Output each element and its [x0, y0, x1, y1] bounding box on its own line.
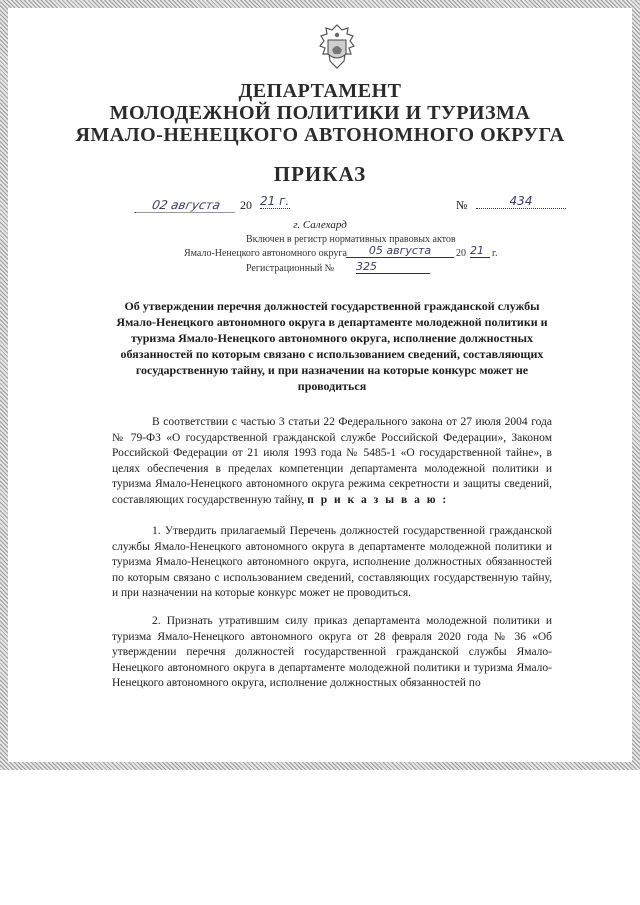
registration-line1: Включен в регистр нормативных правовых актов	[246, 234, 456, 245]
department-title-line3: ЯМАЛО-НЕНЕЦКОГО АВТОНОМНОГО ОКРУГА	[75, 124, 565, 146]
registration-year-suffix: г.	[492, 248, 498, 259]
clause-2-paragraph: 2. Признать утратившим силу приказ департамента молодежной политики и туризма Ямало-Ненецкого автономного округа от 28 февраля 2020 года № 36 «Об утверждении перечня должностей государственной гражданской службы Ямало-Ненецкого автономного округа в департаменте молодежной политики и туризма Ямало-Ненецкого автономного округа, исполнение должностных обязанностей по	[112, 615, 552, 690]
registration-year-prefix: 20	[456, 248, 466, 259]
order-year-handwritten: 21 г.	[260, 194, 290, 208]
order-year-prefix: 20	[240, 198, 252, 212]
registration-year-handwritten: 21	[470, 244, 490, 258]
order-number-label: №	[456, 198, 468, 212]
registration-number-label: Регистрационный №	[246, 263, 335, 274]
coat-of-arms-icon	[318, 24, 356, 70]
clause-1-paragraph: 1. Утвердить прилагаемый Перечень должностей государственной гражданской службы Ямало-Ненецкого автономного округа в департаменте молодежной политики и туризма Ямало-Ненецкого автономного округа, исполнение должностных обязанностей по которым связано с использованием сведений, составляющих государственную тайну, и при назначении на которые конкурс может не проводиться.	[112, 525, 552, 600]
city-label: г. Салехард	[293, 219, 347, 231]
registration-number-handwritten: 325	[356, 260, 430, 274]
document-sheet	[8, 8, 632, 762]
registration-line2: Ямало-Ненецкого автономного округа	[184, 248, 347, 259]
registration-date-handwritten: 05 августа	[346, 244, 454, 258]
order-title: ПРИКАЗ	[273, 162, 367, 186]
preamble-paragraph	[112, 415, 552, 509]
order-date-handwritten: 02 августа	[134, 198, 237, 213]
department-title-line2: МОЛОДЕЖНОЙ ПОЛИТИКИ И ТУРИЗМА	[109, 102, 531, 124]
order-command-word: п р и к а з ы в а ю :	[307, 493, 449, 506]
department-title-line1: ДЕПАРТАМЕНТ	[238, 80, 402, 102]
order-subject: Об утверждении перечня должностей государственной гражданской службы Ямало-Ненецкого автономного округа в департаменте молодежной политики и туризма Ямало-Ненецкого автономного округа, исполнение должностных обязанностей по которым связано с использованием сведений, составляющих государственную тайну, и при назначении на которые конкурс может не проводиться	[116, 299, 548, 393]
order-number-handwritten: 434	[476, 194, 566, 209]
preamble-text: В соответствии с частью 3 статьи 22 Федерального закона от 27 июля 2004 года № 79-ФЗ «О государственной гражданской службе Российской Федерации», Законом Российской Федерации от 21 июля 1993 года № 5485-1 «О государственной тайне», в целях обеспечения в пределах компетенции департамента молодежной политики и туризма Ямало-Ненецкого автономного округа режима секретности и защиты сведений, составляющих государственную тайну,	[112, 416, 552, 506]
